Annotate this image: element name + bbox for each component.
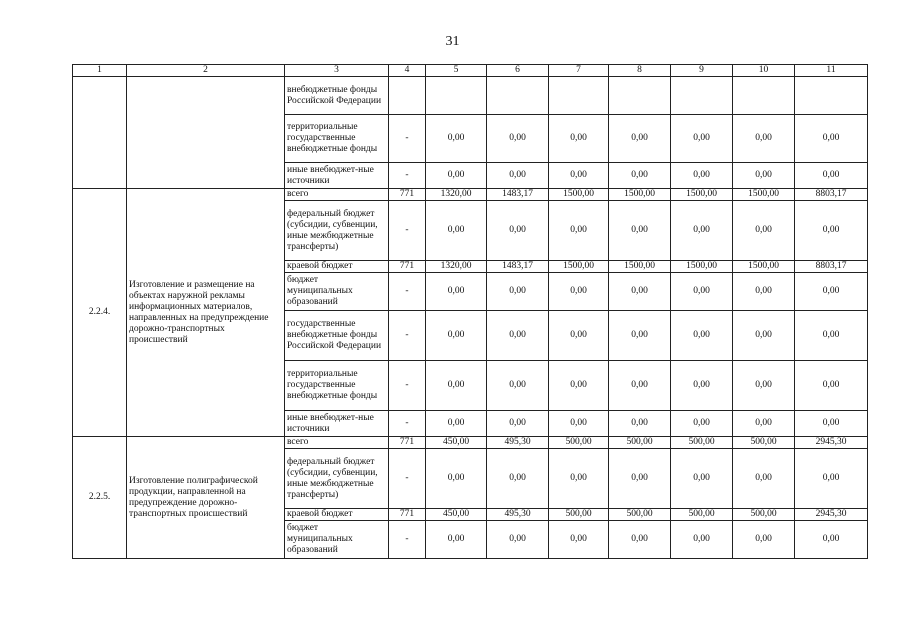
value-cell-col-9: 0,00 — [671, 361, 733, 411]
value-cell-col-4: 771 — [389, 189, 426, 201]
funding-source: федеральный бюджет (субсидии, субвенции, иные межбюджетные трансферты) — [285, 449, 389, 509]
value-cell-col-4: - — [389, 273, 426, 311]
value-cell-col-7 — [549, 77, 609, 115]
value-cell-col-4: - — [389, 311, 426, 361]
value-cell-col-4: - — [389, 521, 426, 559]
funding-source: бюджет муниципальных образований — [285, 521, 389, 559]
value-cell-col-9: 0,00 — [671, 163, 733, 189]
column-header-5: 5 — [426, 65, 487, 77]
value-cell-col-5: 1320,00 — [426, 261, 487, 273]
value-cell-col-6: 495,30 — [487, 437, 549, 449]
column-header-6: 6 — [487, 65, 549, 77]
value-cell-col-11: 0,00 — [795, 311, 868, 361]
value-cell-col-11: 2945,30 — [795, 509, 868, 521]
item-code: 2.2.4. — [73, 189, 127, 437]
value-cell-col-9: 0,00 — [671, 311, 733, 361]
value-cell-col-10: 0,00 — [733, 201, 795, 261]
funding-source: краевой бюджет — [285, 509, 389, 521]
value-cell-col-7: 0,00 — [549, 273, 609, 311]
value-cell-col-11: 8803,17 — [795, 261, 868, 273]
value-cell-col-11: 0,00 — [795, 361, 868, 411]
value-cell-col-9: 1500,00 — [671, 189, 733, 201]
table-row — [73, 437, 868, 449]
value-cell-col-8: 0,00 — [609, 115, 671, 163]
budget-table — [72, 64, 868, 559]
value-cell-col-9 — [671, 77, 733, 115]
value-cell-col-11: 0,00 — [795, 201, 868, 261]
funding-source: бюджет муниципальных образований — [285, 273, 389, 311]
column-header-3: 3 — [285, 65, 389, 77]
value-cell-col-8: 0,00 — [609, 411, 671, 437]
value-cell-col-8: 0,00 — [609, 201, 671, 261]
value-cell-col-4: - — [389, 163, 426, 189]
funding-source: краевой бюджет — [285, 261, 389, 273]
value-cell-col-6: 495,30 — [487, 509, 549, 521]
value-cell-col-5: 0,00 — [426, 411, 487, 437]
value-cell-col-9: 0,00 — [671, 115, 733, 163]
value-cell-col-5: 0,00 — [426, 163, 487, 189]
value-cell-col-10: 0,00 — [733, 273, 795, 311]
value-cell-col-8: 0,00 — [609, 273, 671, 311]
value-cell-col-10: 0,00 — [733, 115, 795, 163]
table-body — [73, 77, 868, 559]
value-cell-col-8: 0,00 — [609, 163, 671, 189]
value-cell-col-11: 0,00 — [795, 411, 868, 437]
value-cell-col-9: 0,00 — [671, 273, 733, 311]
funding-source: иные внебюджет-ные источники — [285, 411, 389, 437]
value-cell-col-10: 0,00 — [733, 163, 795, 189]
value-cell-col-11: 2945,30 — [795, 437, 868, 449]
value-cell-col-8: 0,00 — [609, 449, 671, 509]
value-cell-col-4: 771 — [389, 509, 426, 521]
value-cell-col-5: 0,00 — [426, 521, 487, 559]
item-name — [127, 77, 285, 189]
value-cell-col-10: 1500,00 — [733, 261, 795, 273]
header-row — [73, 65, 868, 77]
funding-source: всего — [285, 437, 389, 449]
value-cell-col-5: 450,00 — [426, 509, 487, 521]
value-cell-col-10: 1500,00 — [733, 189, 795, 201]
value-cell-col-7: 0,00 — [549, 311, 609, 361]
value-cell-col-10: 500,00 — [733, 509, 795, 521]
value-cell-col-6: 0,00 — [487, 311, 549, 361]
value-cell-col-6: 0,00 — [487, 449, 549, 509]
value-cell-col-8: 1500,00 — [609, 261, 671, 273]
value-cell-col-7: 0,00 — [549, 361, 609, 411]
value-cell-col-8: 0,00 — [609, 521, 671, 559]
value-cell-col-5: 0,00 — [426, 115, 487, 163]
value-cell-col-8: 0,00 — [609, 311, 671, 361]
value-cell-col-11: 0,00 — [795, 273, 868, 311]
value-cell-col-10: 500,00 — [733, 437, 795, 449]
value-cell-col-5: 0,00 — [426, 201, 487, 261]
value-cell-col-6: 0,00 — [487, 411, 549, 437]
value-cell-col-6: 0,00 — [487, 521, 549, 559]
value-cell-col-4: 771 — [389, 261, 426, 273]
value-cell-col-7: 0,00 — [549, 115, 609, 163]
value-cell-col-7: 1500,00 — [549, 189, 609, 201]
value-cell-col-5: 1320,00 — [426, 189, 487, 201]
value-cell-col-6: 1483,17 — [487, 261, 549, 273]
value-cell-col-5: 0,00 — [426, 449, 487, 509]
value-cell-col-6: 0,00 — [487, 273, 549, 311]
value-cell-col-8: 0,00 — [609, 361, 671, 411]
funding-source: государственные внебюджетные фонды Российской Федерации — [285, 311, 389, 361]
value-cell-col-8: 500,00 — [609, 509, 671, 521]
value-cell-col-10 — [733, 77, 795, 115]
value-cell-col-9: 0,00 — [671, 449, 733, 509]
column-header-9: 9 — [671, 65, 733, 77]
value-cell-col-5: 450,00 — [426, 437, 487, 449]
value-cell-col-11: 8803,17 — [795, 189, 868, 201]
column-header-4: 4 — [389, 65, 426, 77]
value-cell-col-8: 500,00 — [609, 437, 671, 449]
value-cell-col-7: 500,00 — [549, 509, 609, 521]
value-cell-col-9: 0,00 — [671, 521, 733, 559]
funding-source: всего — [285, 189, 389, 201]
value-cell-col-11: 0,00 — [795, 163, 868, 189]
item-name: Изготовление полиграфической продукции, направленной на предупреждение дорожно-транспортных происшествий — [127, 437, 285, 559]
value-cell-col-6: 1483,17 — [487, 189, 549, 201]
value-cell-col-6: 0,00 — [487, 163, 549, 189]
funding-source: территориальные государственные внебюджетные фонды — [285, 115, 389, 163]
value-cell-col-4: - — [389, 201, 426, 261]
value-cell-col-8: 1500,00 — [609, 189, 671, 201]
value-cell-col-5: 0,00 — [426, 311, 487, 361]
value-cell-col-7: 0,00 — [549, 163, 609, 189]
value-cell-col-7: 0,00 — [549, 411, 609, 437]
column-header-1: 1 — [73, 65, 127, 77]
value-cell-col-9: 0,00 — [671, 201, 733, 261]
column-header-8: 8 — [609, 65, 671, 77]
column-header-7: 7 — [549, 65, 609, 77]
value-cell-col-9: 500,00 — [671, 509, 733, 521]
value-cell-col-5: 0,00 — [426, 273, 487, 311]
value-cell-col-4: 771 — [389, 437, 426, 449]
value-cell-col-10: 0,00 — [733, 521, 795, 559]
value-cell-col-4: - — [389, 115, 426, 163]
value-cell-col-9: 1500,00 — [671, 261, 733, 273]
value-cell-col-5: 0,00 — [426, 361, 487, 411]
value-cell-col-4: - — [389, 361, 426, 411]
value-cell-col-10: 0,00 — [733, 361, 795, 411]
value-cell-col-11 — [795, 77, 868, 115]
value-cell-col-10: 0,00 — [733, 311, 795, 361]
value-cell-col-6: 0,00 — [487, 201, 549, 261]
value-cell-col-7: 0,00 — [549, 449, 609, 509]
column-header-11: 11 — [795, 65, 868, 77]
item-name: Изготовление и размещение на объектах наружной рекламы информационных материалов, направленных на предупреждение дорожно-транспортных происшествий — [127, 189, 285, 437]
value-cell-col-7: 0,00 — [549, 201, 609, 261]
value-cell-col-9: 0,00 — [671, 411, 733, 437]
value-cell-col-9: 500,00 — [671, 437, 733, 449]
value-cell-col-4: - — [389, 411, 426, 437]
column-header-10: 10 — [733, 65, 795, 77]
value-cell-col-4 — [389, 77, 426, 115]
value-cell-col-6 — [487, 77, 549, 115]
column-header-2: 2 — [127, 65, 285, 77]
value-cell-col-11: 0,00 — [795, 115, 868, 163]
table-row — [73, 77, 868, 115]
funding-source: внебюджетные фонды Российской Федерации — [285, 77, 389, 115]
value-cell-col-6: 0,00 — [487, 361, 549, 411]
value-cell-col-11: 0,00 — [795, 521, 868, 559]
item-code: 2.2.5. — [73, 437, 127, 559]
table-row — [73, 189, 868, 201]
value-cell-col-5 — [426, 77, 487, 115]
value-cell-col-10: 0,00 — [733, 449, 795, 509]
page-number: 31 — [445, 34, 460, 49]
funding-source: федеральный бюджет (субсидии, субвенции, иные межбюджетные трансферты) — [285, 201, 389, 261]
value-cell-col-10: 0,00 — [733, 411, 795, 437]
value-cell-col-8 — [609, 77, 671, 115]
value-cell-col-6: 0,00 — [487, 115, 549, 163]
value-cell-col-7: 1500,00 — [549, 261, 609, 273]
value-cell-col-4: - — [389, 449, 426, 509]
value-cell-col-7: 500,00 — [549, 437, 609, 449]
value-cell-col-7: 0,00 — [549, 521, 609, 559]
item-code — [73, 77, 127, 189]
funding-source: иные внебюджет-ные источники — [285, 163, 389, 189]
funding-source: территориальные государственные внебюджетные фонды — [285, 361, 389, 411]
value-cell-col-11: 0,00 — [795, 449, 868, 509]
